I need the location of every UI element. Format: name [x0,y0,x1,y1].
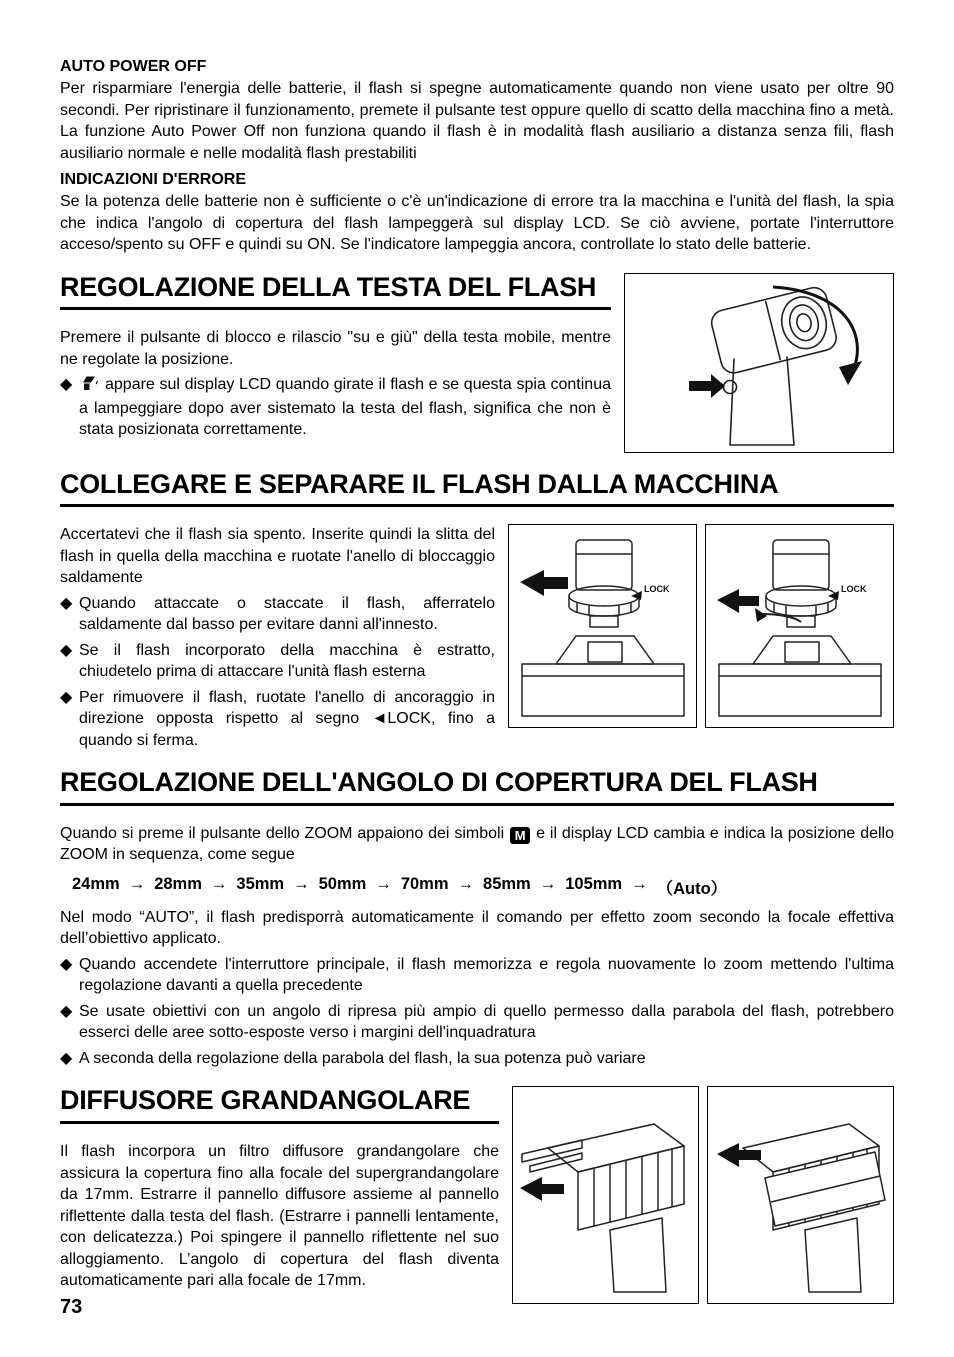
diffuser-pull-out-drawing [518,1092,693,1298]
error-indications-heading: INDICAZIONI D'ERRORE [60,171,247,188]
figure-diffuser-pull-out [512,1086,699,1304]
zoom-intro [60,823,894,866]
bullet-text: Per rimuovere il flash, ruotate l'anello di ancoraggio in direzione opposta rispetto al segno ◄LOCK, fino a quando si ferma. [79,688,495,749]
bullet-marker: ◆ [60,1002,73,1020]
flash-head-heading: REGOLAZIONE DELLA TESTA DEL FLASH [60,271,597,302]
auto-power-off-body: Per risparmiare l'energia delle batterie, il flash si spegne automaticamente quando non viene usato per oltre 90 secondi. Per ripristinare il funzionamento, premete il pulsante test oppure quello di scatto della macchina fino a metà. La funzione Auto Power Off non funziona quando il flash è in modalità flash ausiliario a distanza senza fili, flash ausiliario normale e nelle modalità flash prestabiliti [60,80,894,162]
zoom-intro-pre: Quando si preme il pulsante dello ZOOM appaiono dei simboli [60,824,505,842]
zoom-step: 24mm [72,874,120,893]
detach-flash-drawing [711,530,889,722]
section-attach-detach [60,470,894,752]
figure-detach-flash [705,524,894,728]
flash-bounce-icon [81,375,99,398]
arrow-right-icon: → [457,874,475,893]
bullet-text: Se il flash incorporato della macchina è estratto, chiudetelo prima di attaccare l'unità flash esterna [79,641,495,681]
zoom-bullet [60,1048,894,1070]
page-number: 73 [60,1296,83,1318]
bullet-marker: ◆ [60,594,73,612]
figure-flash-head-tilt [624,273,894,453]
flash-head-bullet-text: appare sul display LCD quando girate il flash e se questa spia continua a lampeggiare dopo aver sistemato la testa del flash, significa che non è stata posizionata correttamente. [79,376,611,439]
zoom-coverage-heading: REGOLAZIONE DELL'ANGOLO DI COPERTURA DEL FLASH [60,767,818,798]
bullet-marker: ◆ [60,641,73,659]
zoom-step: 105mm [565,874,623,893]
attach-detach-paragraph: Accertatevi che il flash sia spento. Inserite quindi la slitta del flash in quella della macchina e ruotate l'anello di bloccaggio saldamente [60,526,495,587]
bullet-marker: ◆ [60,376,73,394]
zoom-step: 35mm [236,874,285,893]
zoom-step: （Auto） [656,879,728,898]
bullet-marker: ◆ [60,955,73,973]
arrow-right-icon: → [293,874,310,893]
m-zoom-icon: M [510,827,530,844]
bullet-text: Quando attaccate o staccate il flash, afferratelo saldamente dal basso per evitare danni all'innesto. [79,594,495,634]
attach-detach-bullet [60,640,495,683]
zoom-sequence [60,875,894,899]
diffuser-panel-down-drawing [713,1092,888,1298]
bullet-content [79,374,611,441]
bullet-text: Se usate obiettivi con un angolo di ripresa più ampio di quello permesso dalla parabola del flash, potrebbero esserci delle aree sotto-esposte verso i margini dell'inquadratura [79,1002,894,1042]
zoom-step: 70mm [400,874,449,893]
section-wide-diffuser [60,1086,894,1304]
flash-head-bullet [60,374,611,441]
attach-detach-heading: COLLEGARE E SEPARARE IL FLASH DALLA MACCHINA [60,468,779,499]
section-flash-head-adjustment [60,273,894,453]
attach-detach-bullet [60,687,495,752]
zoom-auto-paragraph: Nel modo “AUTO”, il flash predisporrà automaticamente il comando per effetto zoom secondo la focale effettiva dell’obiettivo applicato. [60,908,894,948]
flash-head-tilt-drawing [631,279,887,447]
zoom-bullet [60,954,894,997]
bullet-text: Quando accendete l'interruttore principale, il flash memorizza e regola nuovamente lo zoom mettendo l'ultima regolazione davanti a quella precedente [79,955,894,995]
zoom-step: 50mm [318,874,367,893]
attach-detach-figures [508,524,894,728]
attach-detach-bullet [60,593,495,636]
arrow-right-icon: → [375,874,392,893]
arrow-right-icon: → [539,874,557,893]
lock-label: LOCK [840,584,866,595]
section-zoom-coverage [60,768,894,1069]
section-auto-power-off [60,58,894,164]
wide-diffuser-heading: DIFFUSORE GRANDANGOLARE [60,1085,471,1116]
attach-flash-drawing [514,530,692,722]
flash-head-paragraph: Premere il pulsante di blocco e rilascio "su e giù" della testa mobile, mentre ne regolate la posizione. [60,329,611,368]
auto-power-off-heading: AUTO POWER OFF [60,58,207,75]
zoom-bullet [60,1001,894,1044]
figure-attach-flash [508,524,697,728]
bullet-marker: ◆ [60,688,73,706]
lock-label: LOCK [643,584,669,595]
wide-diffuser-figures [512,1086,894,1304]
arrow-right-icon: → [631,874,648,893]
wide-diffuser-paragraph: Il flash incorpora un filtro diffusore grandangolare che assicura la copertura fino alla focale del supergrandangolare da 17mm. Estrarre il pannello diffusore assieme al pannello riflettente dalla testa del flash. (Estrarre i pannelli lentamente, con delicatezza.) Poi spingere il pannello riflettente nel suo alloggiamento. L’angolo di copertura del flash diventa automaticamente pari alla focale de 17mm. [60,1143,499,1290]
zoom-intro-post: e il display LCD cambia e indica la posizione dello ZOOM in sequenza, come segue [60,824,895,864]
zoom-step: 85mm [483,874,531,893]
error-indications-body: Se la potenza delle batterie non è sufficiente o c'è un'indicazione di errore tra la macchina e l'unità del flash, la spia che indica l'angolo di copertura del flash lampeggerà sul display LCD. Se ciò avviene, portate l'interruttore acceso/spento su OFF e quindi su ON. Se l'indicatore lampeggia ancora, controllate lo stato delle batterie. [60,193,894,253]
figure-diffuser-panel-down [707,1086,894,1304]
section-error-indications [60,171,894,256]
arrow-right-icon: → [210,874,228,893]
arrow-right-icon: → [128,874,146,893]
zoom-step: 28mm [154,874,202,893]
bullet-marker: ◆ [60,1049,73,1067]
bullet-text: A seconda della regolazione della parabola del flash, la sua potenza può variare [79,1049,646,1067]
